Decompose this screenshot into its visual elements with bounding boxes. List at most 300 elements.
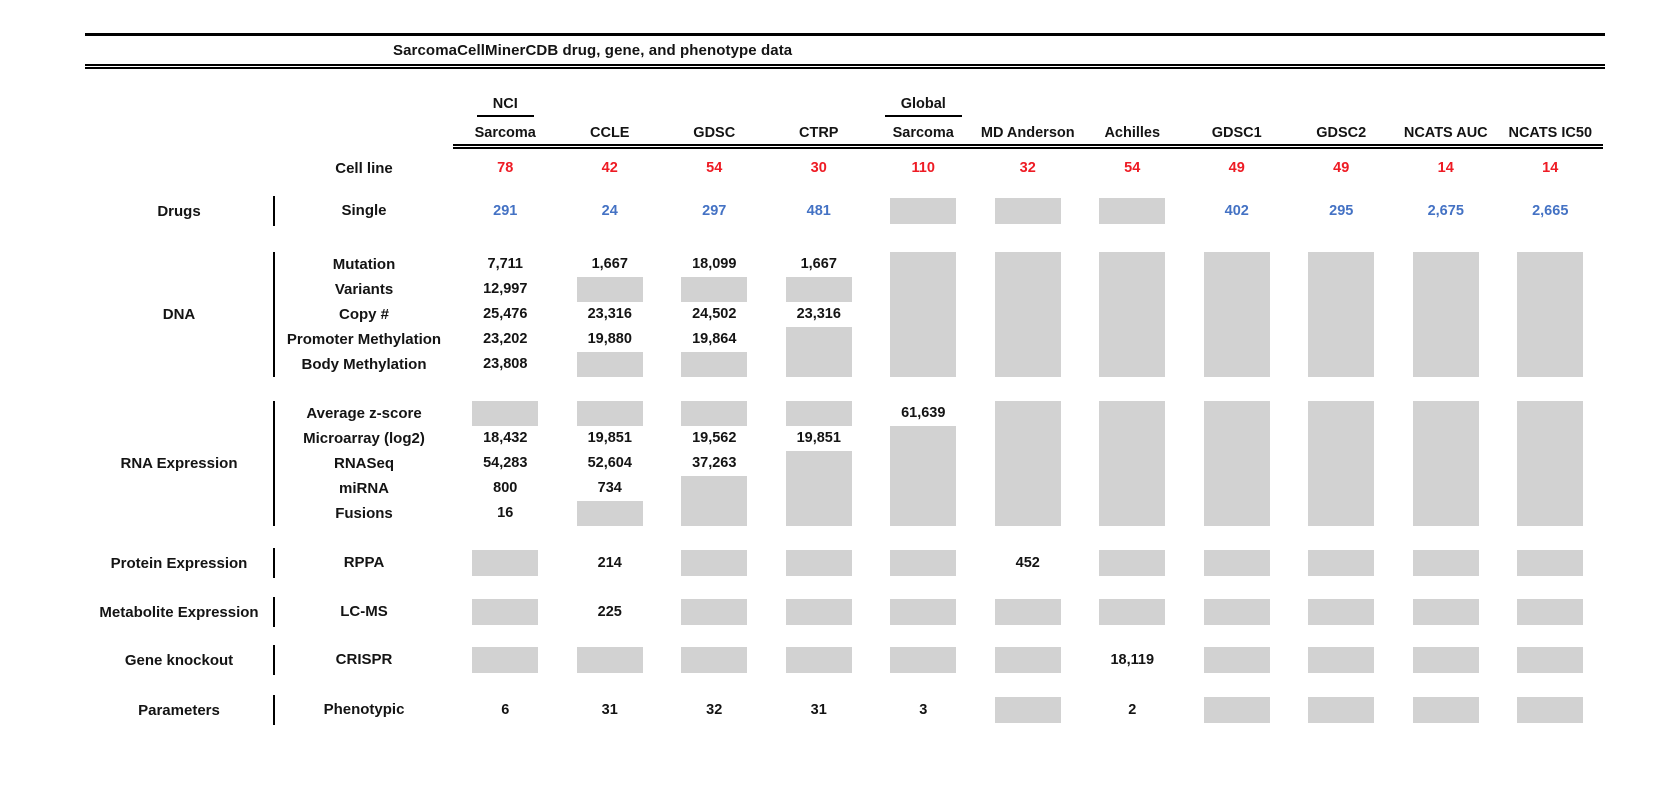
data-cell: 295 [1329,203,1354,219]
data-cell [558,501,663,526]
missing-data-box [1204,647,1270,673]
data-cell [1289,597,1394,627]
missing-data-box [786,277,852,302]
data-cell [871,302,976,327]
data-cell [1498,426,1603,451]
figure-title: SarcomaCellMinerCDB drug, gene, and phenotype data [393,42,793,59]
data-cell [1185,302,1290,327]
missing-data-box [890,302,956,327]
data-cell [1394,695,1499,725]
missing-data-box [1204,550,1270,576]
data-cell [1394,277,1499,302]
missing-data-box [1413,476,1479,501]
row-label: Copy # [338,306,389,323]
missing-data-box [1308,352,1374,377]
missing-data-box [1517,647,1583,673]
data-row-average-z-score [275,401,1605,426]
data-cell [1289,352,1394,377]
missing-data-box [1099,277,1165,302]
row-label: Mutation [332,256,396,273]
data-cell [767,277,872,302]
missing-data-box [681,599,747,625]
data-cell [1080,451,1185,476]
data-cell: 800 [493,480,518,496]
data-cell [453,548,558,578]
missing-data-box [1204,599,1270,625]
data-cell [1498,352,1603,377]
missing-data-box [995,451,1061,476]
missing-data-box [890,599,956,625]
missing-data-box [681,647,747,673]
cell-line-count: 78 [497,160,514,176]
missing-data-box [1308,426,1374,451]
missing-data-box [786,352,852,377]
missing-data-box [1308,599,1374,625]
missing-data-box [1413,550,1479,576]
data-cell [1080,352,1185,377]
missing-data-box [1517,277,1583,302]
missing-data-box [1099,252,1165,277]
missing-data-box [577,501,643,526]
data-cell [1080,501,1185,526]
column-header-sarcoma: Sarcoma [892,125,954,141]
missing-data-box [1517,501,1583,526]
column-header-gdsc1: GDSC1 [1211,125,1262,141]
section-metabolite-expression [85,597,1605,627]
missing-data-box [1308,647,1374,673]
missing-data-box [1308,501,1374,526]
column-group-cell [453,96,558,117]
data-cell [871,476,976,501]
data-cell: 1,667 [591,256,628,272]
missing-data-box [1204,401,1270,426]
cell-line-count: 14 [1542,160,1559,176]
missing-data-box [1099,198,1165,224]
missing-data-box [1308,401,1374,426]
missing-data-box [1099,550,1165,576]
data-cell [558,352,663,377]
data-cell [1185,327,1290,352]
missing-data-box [995,647,1061,673]
data-cell [1289,451,1394,476]
missing-data-box [995,599,1061,625]
data-cell [976,327,1081,352]
data-cell [976,196,1081,226]
data-cell [871,645,976,675]
missing-data-box [1517,401,1583,426]
data-cell: 31 [601,702,618,718]
missing-data-box [1099,451,1165,476]
column-header-gdsc: GDSC [693,125,736,141]
data-cell: 225 [597,604,622,620]
column-header-ncats-auc: NCATS AUC [1403,125,1488,141]
data-row-copy [275,302,1605,327]
cell-line-count: 49 [1228,160,1245,176]
section-gene-knockout [85,645,1605,675]
data-cell [1498,548,1603,578]
data-cell [1185,451,1290,476]
data-row-single [275,196,1605,226]
data-cell: 7,711 [487,256,523,272]
section-category-label: Gene knockout [124,651,234,669]
data-cell [871,426,976,451]
data-cell [976,695,1081,725]
data-cell [976,401,1081,426]
missing-data-box [786,451,852,476]
missing-data-box [577,352,643,377]
data-cell: 19,864 [692,331,737,347]
section-rna-expression [85,401,1605,526]
missing-data-box [681,401,747,426]
missing-data-box [1308,550,1374,576]
row-label: Phenotypic [323,701,405,718]
data-cell [662,645,767,675]
missing-data-box [890,327,956,352]
missing-data-box [1204,327,1270,352]
data-cell: 23,316 [796,306,841,322]
missing-data-box [1099,352,1165,377]
missing-data-box [681,352,747,377]
data-cell: 18,432 [483,430,528,446]
missing-data-box [786,599,852,625]
data-cell [871,597,976,627]
data-cell: 37,263 [692,455,737,471]
missing-data-box [786,501,852,526]
data-cell [1394,401,1499,426]
section-rows [275,645,1605,675]
section-drugs [85,196,1605,226]
data-cell [1080,548,1185,578]
column-header-ncats-ic50: NCATS IC50 [1508,125,1593,141]
data-row-crispr [275,645,1605,675]
data-cell [871,252,976,277]
data-cell [767,597,872,627]
missing-data-box [890,277,956,302]
data-cell: 23,808 [483,356,528,372]
missing-data-box [995,501,1061,526]
data-row-body-methylation [275,352,1605,377]
section-category-label: Metabolite Expression [99,603,259,621]
data-cell [871,548,976,578]
data-cell [1394,302,1499,327]
data-cell [662,597,767,627]
data-cell [1185,501,1290,526]
data-cell [871,327,976,352]
missing-data-box [1413,501,1479,526]
data-row-lc-ms [275,597,1605,627]
column-header-sarcoma: Sarcoma [474,125,536,141]
data-cell: 23,202 [483,331,528,347]
data-cell [976,451,1081,476]
data-cell [767,352,872,377]
data-cell [1498,401,1603,426]
data-cell [1289,695,1394,725]
figure-title-band [85,33,1605,69]
missing-data-box [1517,327,1583,352]
data-cell [1498,645,1603,675]
missing-data-box [1413,401,1479,426]
missing-data-box [995,277,1061,302]
missing-data-box [995,697,1061,723]
missing-data-box [472,647,538,673]
missing-data-box [890,550,956,576]
missing-data-box [786,550,852,576]
table-sections [85,196,1669,725]
missing-data-box [995,302,1061,327]
missing-data-box [472,599,538,625]
data-cell: 19,562 [692,430,737,446]
cell-line-count: 54 [706,160,723,176]
missing-data-box [1308,277,1374,302]
data-cell [1080,302,1185,327]
data-cell [558,277,663,302]
data-cell [1289,426,1394,451]
data-cell [453,401,558,426]
missing-data-box [577,647,643,673]
missing-data-box [1517,302,1583,327]
data-cell: 18,119 [1110,652,1155,668]
data-cell [662,501,767,526]
data-cell [1394,352,1499,377]
data-cell: 18,099 [692,256,737,272]
column-group-cell [871,96,976,117]
section-parameters [85,695,1605,725]
missing-data-box [1413,252,1479,277]
missing-data-box [1413,302,1479,327]
data-cell: 734 [597,480,622,496]
data-cell [453,645,558,675]
missing-data-box [1413,647,1479,673]
missing-data-box [1308,252,1374,277]
column-header-ctrp: CTRP [799,125,839,141]
missing-data-box [786,476,852,501]
section-category-label: Parameters [138,701,220,719]
missing-data-box [1308,697,1374,723]
missing-data-box [890,476,956,501]
missing-data-box [1517,550,1583,576]
missing-data-box [786,647,852,673]
missing-data-box [1413,426,1479,451]
data-cell [1498,451,1603,476]
data-cell: 23,316 [587,306,632,322]
missing-data-box [1308,451,1374,476]
data-cell: 61,639 [901,405,946,421]
data-cell [976,476,1081,501]
data-cell [662,548,767,578]
row-label: Body Methylation [301,356,427,373]
cell-line-count: 32 [1019,160,1036,176]
data-cell: 24,502 [692,306,737,322]
data-row-promoter-methylation [275,327,1605,352]
data-cell [871,352,976,377]
section-category-label: DNA [162,306,196,323]
missing-data-box [1517,352,1583,377]
data-cell [767,548,872,578]
row-label: Fusions [335,505,393,522]
missing-data-box [786,401,852,426]
data-cell [1394,327,1499,352]
missing-data-box [1204,277,1270,302]
data-cell: 31 [810,702,827,718]
data-cell [1394,476,1499,501]
missing-data-box [1204,352,1270,377]
missing-data-box [995,401,1061,426]
data-cell [1185,645,1290,675]
missing-data-box [1413,451,1479,476]
data-cell [976,645,1081,675]
column-header-ccle: CCLE [590,125,630,141]
data-cell [1394,597,1499,627]
data-cell [1080,196,1185,226]
data-cell [662,352,767,377]
missing-data-box [1099,476,1165,501]
cell-line-count: 54 [1124,160,1141,176]
data-cell: 452 [1015,555,1040,571]
missing-data-box [681,476,747,501]
data-cell [662,277,767,302]
missing-data-box [1413,327,1479,352]
data-cell: 214 [597,555,622,571]
header-double-rule [453,144,1603,149]
missing-data-box [1099,426,1165,451]
missing-data-box [1204,451,1270,476]
missing-data-box [472,550,538,576]
missing-data-box [890,352,956,377]
missing-data-box [1204,501,1270,526]
missing-data-box [1099,599,1165,625]
data-cell [558,645,663,675]
data-cell [871,501,976,526]
data-cell [1394,252,1499,277]
section-dna [85,252,1605,377]
data-cell [662,476,767,501]
section-rows [275,597,1605,627]
data-cell [1498,476,1603,501]
data-cell: 6 [501,702,510,718]
missing-data-box [1413,352,1479,377]
missing-data-box [1099,327,1165,352]
section-rows [275,401,1605,526]
data-cell [1185,476,1290,501]
section-category-label: RNA Expression [120,455,238,472]
column-group-header-row [85,93,1605,117]
data-cell [1498,277,1603,302]
data-cell [1498,327,1603,352]
cell-line-count: 14 [1437,160,1454,176]
data-cell [767,401,872,426]
data-cell [1080,327,1185,352]
data-cell [1394,645,1499,675]
column-header-achilles: Achilles [1104,125,1161,141]
row-label: Variants [334,281,394,298]
data-cell: 25,476 [483,306,528,322]
data-row-variants [275,277,1605,302]
missing-data-box [681,550,747,576]
missing-data-box [890,647,956,673]
data-row-fusions [275,501,1605,526]
data-cell [1289,277,1394,302]
missing-data-box [1308,327,1374,352]
data-cell [767,451,872,476]
missing-data-box [786,327,852,352]
data-cell [1498,597,1603,627]
missing-data-box [1517,252,1583,277]
missing-data-box [890,198,956,224]
section-rows [275,548,1605,578]
missing-data-box [1204,426,1270,451]
data-cell [871,277,976,302]
missing-data-box [681,277,747,302]
column-header-md-anderson: MD Anderson [980,125,1075,141]
data-cell [1289,401,1394,426]
missing-data-box [890,451,956,476]
missing-data-box [1413,697,1479,723]
data-cell [976,501,1081,526]
data-row-mirna [275,476,1605,501]
data-cell [871,196,976,226]
data-cell [1185,401,1290,426]
missing-data-box [681,501,747,526]
missing-data-box [577,401,643,426]
data-cell [1394,501,1499,526]
data-cell [1498,501,1603,526]
missing-data-box [1517,476,1583,501]
data-cell [1080,597,1185,627]
cell-line-count: 30 [810,160,827,176]
missing-data-box [995,352,1061,377]
data-cell: 19,851 [796,430,841,446]
missing-data-box [995,476,1061,501]
data-cell [1289,476,1394,501]
data-cell [1289,327,1394,352]
cell-line-row [85,156,1605,180]
row-label: RNASeq [333,455,394,472]
data-cell [1394,451,1499,476]
row-label: RPPA [343,554,385,571]
data-cell [871,451,976,476]
data-cell [1289,252,1394,277]
missing-data-box [1517,697,1583,723]
missing-data-box [1517,599,1583,625]
missing-data-box [995,252,1061,277]
missing-data-box [1413,277,1479,302]
row-label: Average z-score [306,405,422,422]
missing-data-box [1413,599,1479,625]
data-cell: 52,604 [587,455,632,471]
row-label: miRNA [338,480,389,497]
data-cell: 2,665 [1532,203,1569,219]
column-header-gdsc2: GDSC2 [1316,125,1367,141]
data-cell [1394,548,1499,578]
data-cell: 32 [706,702,723,718]
data-row-rppa [275,548,1605,578]
data-cell [976,352,1081,377]
data-cell: 24 [601,203,618,219]
data-cell [976,302,1081,327]
missing-data-box [1204,302,1270,327]
data-row-mutation [275,252,1605,277]
section-category-label: Drugs [157,202,201,220]
data-cell: 402 [1224,203,1249,219]
row-label: Microarray (log2) [303,430,425,447]
data-cell [1185,252,1290,277]
data-cell: 12,997 [483,281,528,297]
section-rows [275,252,1605,377]
section-rows [275,695,1605,725]
cell-line-count: 110 [911,160,935,176]
missing-data-box [1099,401,1165,426]
data-cell [1289,501,1394,526]
